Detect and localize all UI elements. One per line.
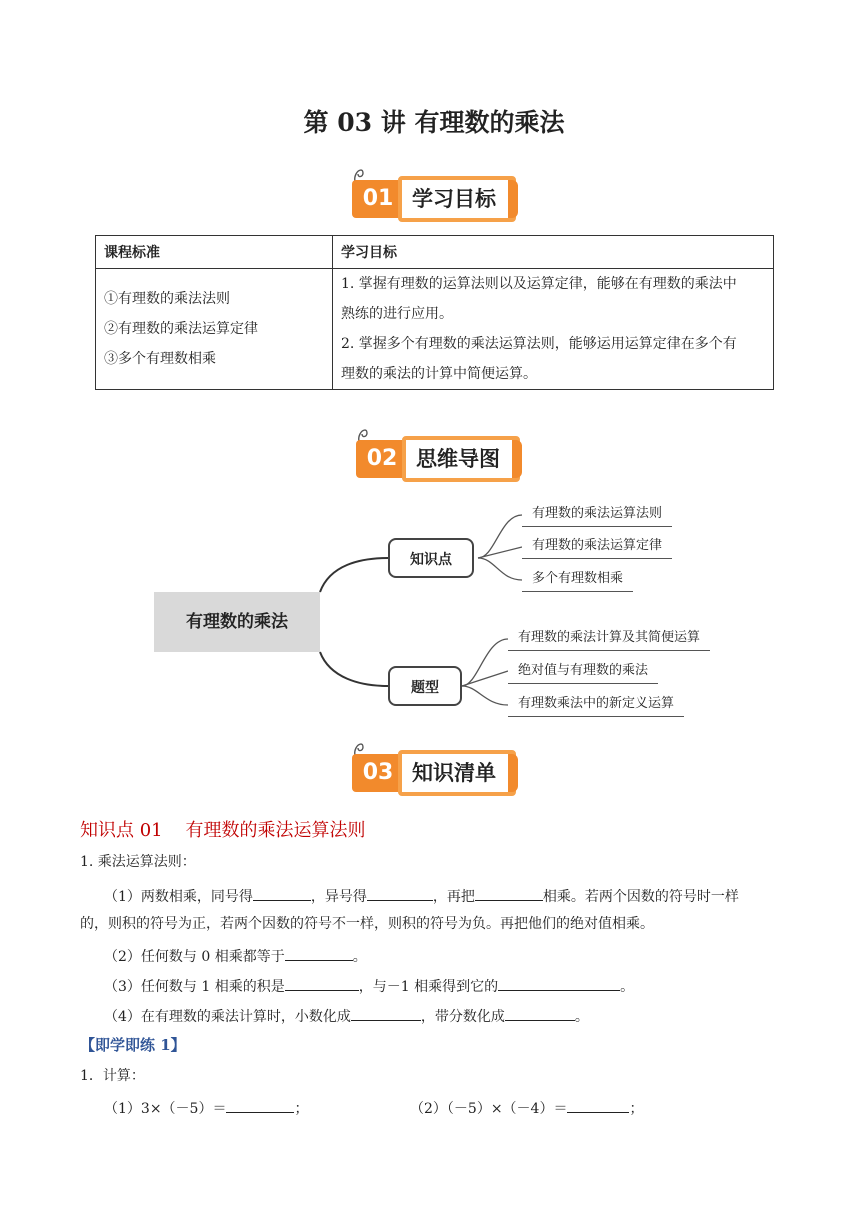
rule-text: （2）任何数与 0 相乘都等于 [104, 949, 285, 965]
practice-text: （2）（－5）×（－4）＝ [410, 1101, 568, 1117]
goal-line: 2. 掌握多个有理数的乘法运算法则，能够运用运算定律在多个有 [341, 336, 737, 352]
section-number: 02 [356, 440, 408, 478]
rule-line-4 [104, 1004, 589, 1027]
answer-blank[interactable] [367, 884, 433, 901]
mindmap-leaf: 多个有理数相乘 [522, 568, 633, 592]
mindmap-leaf: 绝对值与有理数的乘法 [508, 660, 658, 684]
rule-text: （4）在有理数的乘法计算时，小数化成 [104, 1009, 351, 1025]
rule-text: ，异号得 [310, 889, 367, 905]
rule-line-1-cont: 的，则积的符号为正，若两个因数的符号不一样，则积的符号为负。再把他们的绝对值相乘。 [80, 916, 654, 932]
answer-blank[interactable] [498, 974, 620, 991]
answer-blank[interactable] [226, 1096, 294, 1113]
standard-item: ①有理数的乘法法则 [104, 291, 230, 307]
table-header-standard: 课程标准 [96, 236, 333, 269]
mindmap-leaf: 有理数的乘法运算定律 [522, 535, 672, 559]
table-header-goal: 学习目标 [333, 236, 774, 269]
mindmap-branch-types: 题型 [388, 666, 462, 706]
rule-line-3 [104, 974, 634, 997]
answer-blank[interactable] [567, 1096, 629, 1113]
rule-text: ，带分数化成 [420, 1009, 505, 1025]
practice-answer-1 [104, 1096, 308, 1119]
rule-line-1 [104, 884, 739, 907]
rule-text: ，与－1 相乘得到它的 [358, 979, 499, 995]
mindmap-leaf: 有理数乘法中的新定义运算 [508, 693, 684, 717]
section-badge-03 [352, 746, 518, 792]
knowledge-heading: 知识点 01 有理数的乘法运算法则 [80, 820, 366, 841]
goal-line: 1. 掌握有理数的运算法则以及运算定律，能够在有理数的乘法中 [341, 276, 737, 292]
section-number: 01 [352, 180, 404, 218]
section-label: 思维导图 [402, 436, 520, 482]
rule-line-2 [104, 944, 367, 967]
rule-text: （1）两数相乘，同号得 [104, 889, 253, 905]
standard-item: ③多个有理数相乘 [104, 351, 216, 367]
rule-text: 。 [574, 1009, 589, 1025]
mindmap-leaf: 有理数的乘法运算法则 [522, 503, 672, 527]
answer-blank[interactable] [505, 1004, 575, 1021]
practice-question: 1．计算： [80, 1068, 145, 1084]
answer-blank[interactable] [351, 1004, 421, 1021]
practice-text: ； [629, 1101, 644, 1117]
rule-text: （3）任何数与 1 相乘的积是 [104, 979, 285, 995]
section-label: 学习目标 [398, 176, 516, 222]
mindmap-root: 有理数的乘法 [154, 592, 320, 652]
answer-blank[interactable] [475, 884, 543, 901]
answer-blank[interactable] [285, 974, 359, 991]
answer-blank[interactable] [285, 944, 353, 961]
practice-heading: 【即学即练 1】 [80, 1036, 186, 1054]
rule-text: ，再把 [432, 889, 475, 905]
practice-answer-2 [410, 1096, 643, 1119]
practice-text: （1）3×（－5）＝ [104, 1101, 227, 1117]
page-title: 第 03 讲 有理数的乘法 [303, 108, 565, 137]
section-label: 知识清单 [398, 750, 516, 796]
section-number: 03 [352, 754, 404, 792]
goal-line: 理数的乘法的计算中简便运算。 [341, 366, 537, 382]
rule-text: 。 [352, 949, 367, 965]
rule-text: 相乘。若两个因数的符号时一样 [542, 889, 739, 905]
mindmap-branch-knowledge: 知识点 [388, 538, 474, 578]
standard-item: ②有理数的乘法运算定律 [104, 321, 258, 337]
goal-line: 熟练的进行应用。 [341, 306, 453, 322]
rule-item-title: 1. 乘法运算法则： [80, 854, 196, 870]
mindmap-leaf: 有理数的乘法计算及其简便运算 [508, 627, 710, 651]
practice-text: ； [294, 1101, 309, 1117]
answer-blank[interactable] [253, 884, 311, 901]
rule-text: 。 [620, 979, 635, 995]
